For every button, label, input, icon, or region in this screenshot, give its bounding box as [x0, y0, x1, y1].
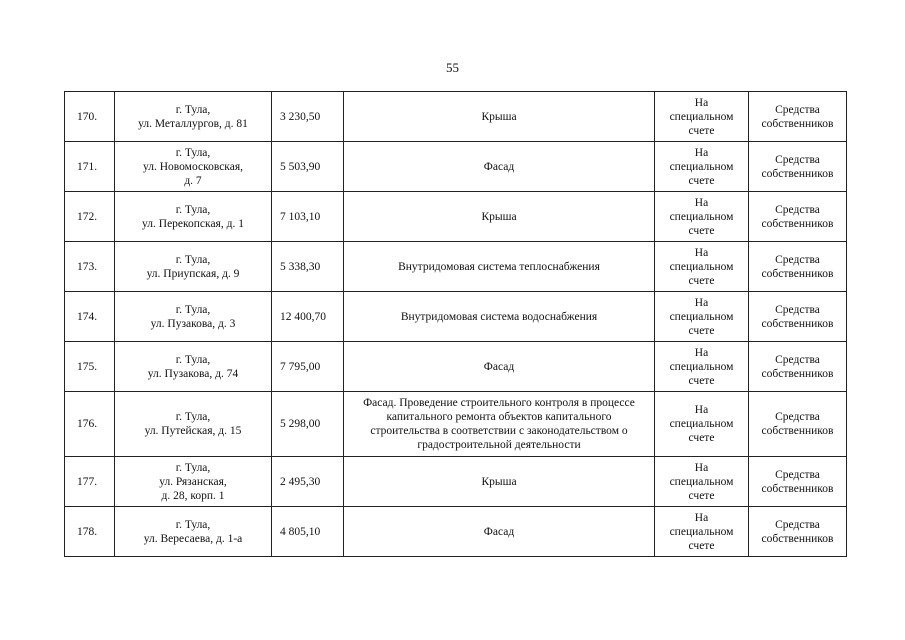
repair-work: Крыша [344, 92, 655, 142]
fund-account: На специальном счете [655, 392, 749, 457]
fund-account: На специальном счете [655, 142, 749, 192]
house-address: г. Тула, ул. Рязанская, д. 28, корп. 1 [115, 457, 272, 507]
table-row [65, 342, 847, 392]
fund-account: На специальном счете [655, 242, 749, 292]
table-row [65, 192, 847, 242]
house-area: 3 230,50 [272, 92, 344, 142]
fund-source: Средства собственников [749, 192, 847, 242]
fund-account: На специальном счете [655, 192, 749, 242]
house-address: г. Тула, ул. Новомосковская, д. 7 [115, 142, 272, 192]
house-area: 5 338,30 [272, 242, 344, 292]
fund-source: Средства собственников [749, 507, 847, 557]
house-area: 5 503,90 [272, 142, 344, 192]
row-number: 176. [65, 392, 115, 457]
house-address: г. Тула, ул. Вересаева, д. 1-а [115, 507, 272, 557]
row-number: 174. [65, 292, 115, 342]
repair-work: Внутридомовая система теплоснабжения [344, 242, 655, 292]
house-address: г. Тула, ул. Путейская, д. 15 [115, 392, 272, 457]
house-area: 7 795,00 [272, 342, 344, 392]
fund-source: Средства собственников [749, 457, 847, 507]
repair-work: Внутридомовая система водоснабжения [344, 292, 655, 342]
page-number: 55 [446, 60, 459, 75]
row-number: 171. [65, 142, 115, 192]
table-row [65, 242, 847, 292]
fund-account: На специальном счете [655, 457, 749, 507]
house-area: 4 805,10 [272, 507, 344, 557]
table-row [65, 292, 847, 342]
row-number: 178. [65, 507, 115, 557]
repair-work: Фасад. Проведение строительного контроля в процессе капитального ремонта объектов капитального строительства в соответствии с законодательством о градостроительной деятельности [344, 392, 655, 457]
fund-source: Средства собственников [749, 92, 847, 142]
house-address: г. Тула, ул. Пузакова, д. 74 [115, 342, 272, 392]
row-number: 172. [65, 192, 115, 242]
fund-account: На специальном счете [655, 342, 749, 392]
row-number: 177. [65, 457, 115, 507]
repair-work: Фасад [344, 142, 655, 192]
fund-account: На специальном счете [655, 292, 749, 342]
row-number: 170. [65, 92, 115, 142]
fund-source: Средства собственников [749, 242, 847, 292]
repair-work: Крыша [344, 192, 655, 242]
row-number: 173. [65, 242, 115, 292]
fund-account: На специальном счете [655, 92, 749, 142]
repair-registry-table [64, 91, 847, 557]
table-row [65, 142, 847, 192]
house-area: 2 495,30 [272, 457, 344, 507]
house-area: 5 298,00 [272, 392, 344, 457]
fund-source: Средства собственников [749, 342, 847, 392]
house-area: 7 103,10 [272, 192, 344, 242]
fund-account: На специальном счете [655, 507, 749, 557]
repair-work: Фасад [344, 342, 655, 392]
house-address: г. Тула, ул. Перекопская, д. 1 [115, 192, 272, 242]
table-row [65, 457, 847, 507]
house-address: г. Тула, ул. Металлургов, д. 81 [115, 92, 272, 142]
house-address: г. Тула, ул. Приупская, д. 9 [115, 242, 272, 292]
fund-source: Средства собственников [749, 392, 847, 457]
fund-source: Средства собственников [749, 292, 847, 342]
repair-work: Фасад [344, 507, 655, 557]
table-row [65, 92, 847, 142]
fund-source: Средства собственников [749, 142, 847, 192]
repair-work: Крыша [344, 457, 655, 507]
house-address: г. Тула, ул. Пузакова, д. 3 [115, 292, 272, 342]
table-row [65, 507, 847, 557]
row-number: 175. [65, 342, 115, 392]
house-area: 12 400,70 [272, 292, 344, 342]
table-row [65, 392, 847, 457]
